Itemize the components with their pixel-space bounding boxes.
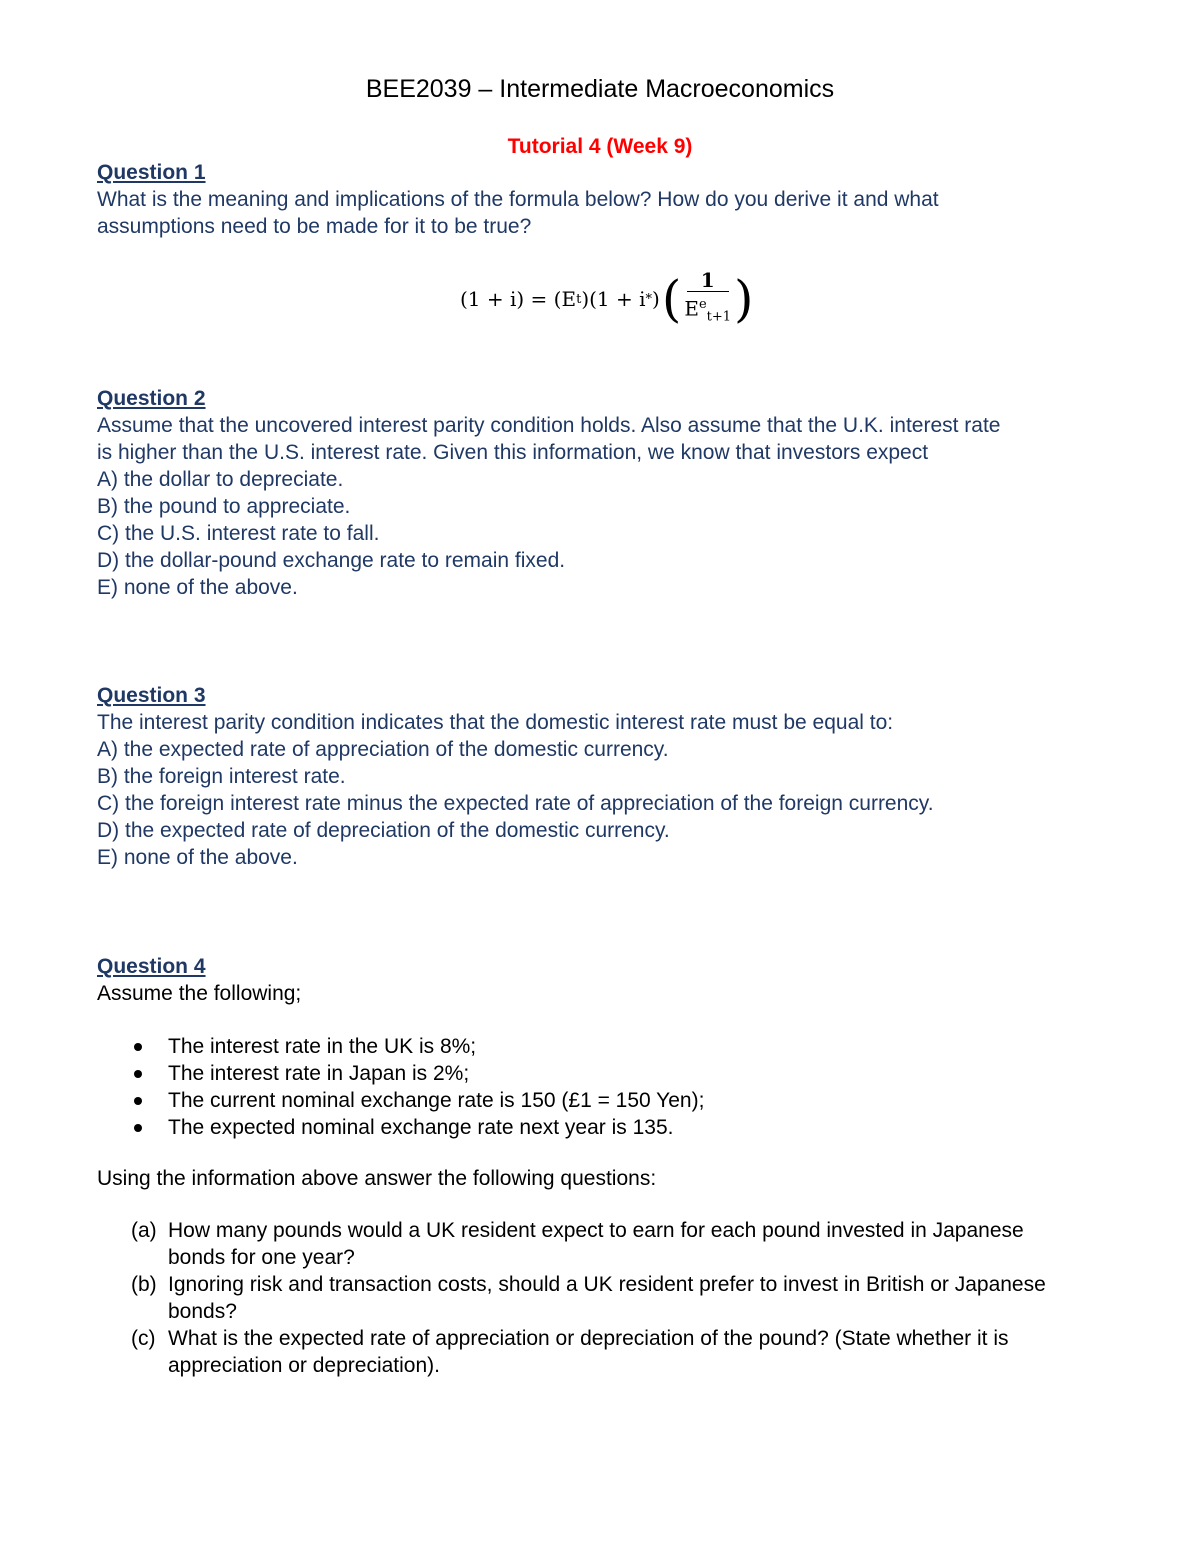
sub-question-marker: (b) [131, 1273, 157, 1296]
question-3-option-d: D) the expected rate of depreciation of the domestic currency. [97, 819, 670, 842]
formula-denominator-subscript: t+1 [706, 309, 732, 325]
question-3 [97, 682, 1127, 871]
question-3-option-b: B) the foreign interest rate. [97, 765, 346, 788]
question-1 [97, 159, 1127, 240]
question-2-text-line: Assume that the uncovered interest parity condition holds. Also assume that the U.K. interest rate [97, 414, 1001, 437]
question-2-option-a: A) the dollar to depreciate. [97, 468, 344, 491]
question-2-option-c: C) the U.S. interest rate to fall. [97, 522, 380, 545]
sub-question-marker: (c) [131, 1327, 156, 1350]
sub-question-line: Ignoring risk and transaction costs, should a UK resident prefer to invest in British or Japanese [168, 1273, 1046, 1296]
formula-mid-close: ) [652, 286, 660, 311]
assumption-text: The interest rate in Japan is 2%; [168, 1062, 470, 1085]
formula-mid-superscript: * [645, 291, 653, 307]
question-3-option-a: A) the expected rate of appreciation of the domestic currency. [97, 738, 669, 761]
sub-question-c [97, 1325, 1127, 1379]
sub-question-line: appreciation or depreciation). [168, 1354, 440, 1377]
sub-question-marker: (a) [131, 1219, 157, 1242]
question-3-option-e: E) none of the above. [97, 846, 298, 869]
bullet-dot-icon [134, 1043, 142, 1051]
assumption-text: The interest rate in the UK is 8%; [168, 1035, 477, 1058]
question-2-heading: Question 2 [97, 387, 206, 410]
question-4-lead: Using the information above answer the following questions: [97, 1167, 657, 1190]
assumption-item [97, 1114, 1127, 1141]
formula-right-paren: ) [734, 270, 754, 328]
formula-mid: )(1 + i [581, 286, 646, 311]
formula-lhs-subscript: t [576, 291, 582, 307]
question-4-intro: Assume the following; [97, 982, 302, 1005]
formula-lhs: (1 + i) = (E [460, 286, 577, 311]
question-4-heading: Question 4 [97, 955, 206, 978]
question-2-option-d: D) the dollar-pound exchange rate to remain fixed. [97, 549, 566, 572]
question-1-text-line: assumptions need to be made for it to be true? [97, 215, 532, 238]
assumption-item [97, 1060, 1127, 1087]
formula-left-paren: ( [661, 270, 682, 328]
sub-question-line: What is the expected rate of appreciation or depreciation of the pound? (State whether it is [168, 1327, 1009, 1350]
assumption-text: The current nominal exchange rate is 150 (£1 = 150 Yen); [168, 1089, 705, 1112]
question-2-option-b: B) the pound to appreciate. [97, 495, 351, 518]
sub-question-line: How many pounds would a UK resident expect to earn for each pound invested in Japanese [168, 1219, 1024, 1242]
assumption-text: The expected nominal exchange rate next year is 135. [168, 1116, 674, 1139]
bullet-dot-icon [134, 1124, 142, 1132]
question-4-assumption-list [97, 1033, 1127, 1141]
question-1-text-line: What is the meaning and implications of the formula below? How do you derive it and what [97, 188, 939, 211]
question-3-option-c: C) the foreign interest rate minus the expected rate of appreciation of the foreign currency. [97, 792, 934, 815]
tutorial-subtitle: Tutorial 4 (Week 9) [507, 135, 693, 158]
question-3-heading: Question 3 [97, 684, 206, 707]
formula-fraction-group [662, 269, 754, 329]
question-2 [97, 385, 1127, 601]
formula-fraction [684, 269, 731, 329]
sub-question-line: bonds for one year? [168, 1246, 355, 1269]
question-4 [97, 953, 1127, 1379]
formula-denominator-superscript: e [698, 297, 707, 313]
document-title: BEE2039 – Intermediate Macroeconomics [365, 75, 835, 103]
bullet-dot-icon [134, 1097, 142, 1105]
sub-question-a [97, 1217, 1127, 1271]
sub-question-line: bonds? [168, 1300, 237, 1323]
assumption-item [97, 1087, 1127, 1114]
assumption-item [97, 1033, 1127, 1060]
question-2-text-line: is higher than the U.S. interest rate. Given this information, we know that investors expect [97, 441, 929, 464]
question-4-sub-questions [97, 1217, 1127, 1379]
sub-question-b [97, 1271, 1127, 1325]
interest-parity-formula [460, 268, 754, 330]
question-3-text-line: The interest parity condition indicates that the domestic interest rate must be equal to: [97, 711, 894, 734]
formula-numerator: 1 [700, 268, 715, 293]
question-2-option-e: E) none of the above. [97, 576, 298, 599]
question-1-heading: Question 1 [97, 161, 206, 184]
formula-denominator [684, 292, 731, 329]
bullet-dot-icon [134, 1070, 142, 1078]
formula-denominator-base: E [684, 296, 699, 321]
